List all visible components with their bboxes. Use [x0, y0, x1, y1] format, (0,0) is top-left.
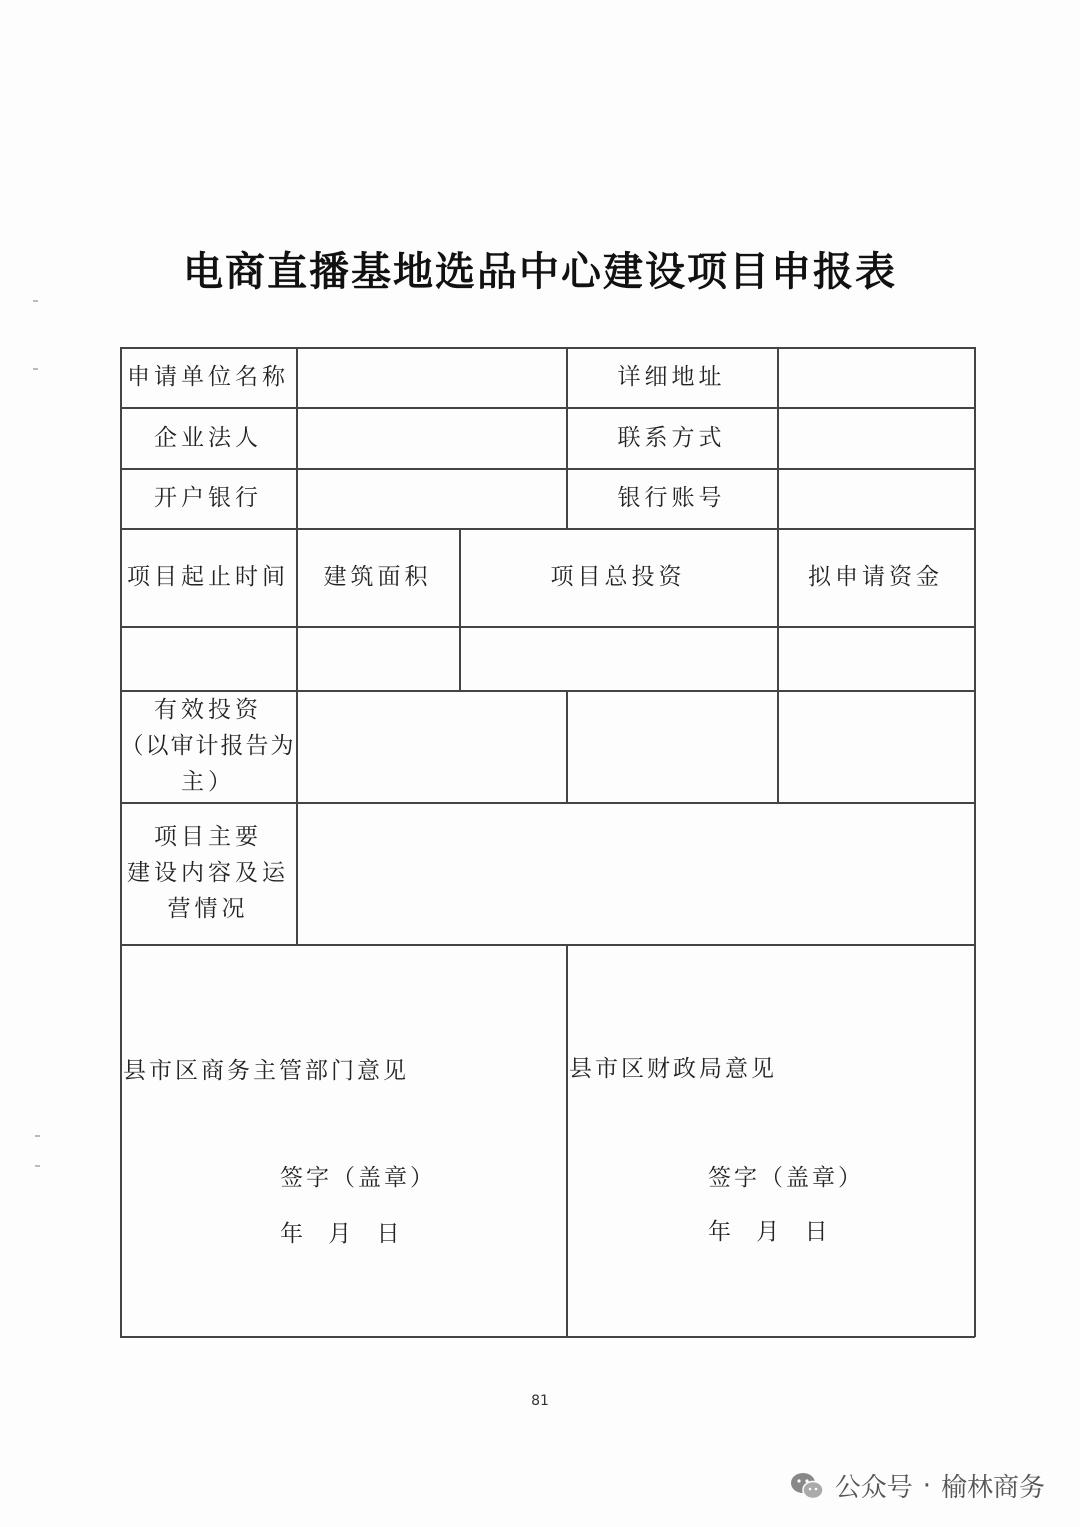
watermark-separator: · [922, 1470, 931, 1501]
total-investment-field[interactable] [459, 626, 777, 690]
finance-signature-label: 签字（盖章） [708, 1165, 864, 1191]
effective-investment-line-2: （以审计报告为 [120, 733, 296, 759]
address-label: 详细地址 [617, 364, 726, 390]
funds-requested-label: 拟申请资金 [808, 564, 943, 590]
project-period-field[interactable] [120, 626, 296, 690]
effective-investment-line-3: 主） [181, 769, 235, 795]
commerce-signature-label: 签字（盖章） [280, 1165, 436, 1191]
commerce-date-label: 年 月 日 [280, 1221, 400, 1247]
applicant-name-label: 申请单位名称 [127, 364, 289, 390]
main-content-line-1: 项目主要 [154, 824, 262, 850]
address-field[interactable] [777, 347, 974, 407]
bank-field[interactable] [296, 468, 566, 528]
project-period-label: 项目起止时间 [127, 564, 289, 590]
main-content-line-2: 建设内容及运 [127, 860, 289, 886]
main-content-label [120, 802, 296, 944]
bank-label: 开户银行 [154, 485, 262, 511]
finance-opinion-title: 县市区财政局意见 [569, 1056, 777, 1082]
watermark-source: 公众号 [834, 1473, 913, 1503]
page-number: 81 [531, 1393, 549, 1409]
applicant-name-field[interactable] [296, 347, 566, 407]
contact-label: 联系方式 [617, 424, 726, 451]
application-form [120, 347, 975, 1337]
building-area-label: 建筑面积 [323, 564, 432, 590]
main-content-line-3: 营情况 [167, 896, 249, 922]
commerce-opinion-title: 县市区商务主管部门意见 [123, 1058, 409, 1084]
account-label: 银行账号 [617, 485, 726, 511]
account-field[interactable] [777, 468, 974, 528]
effective-investment-field-3[interactable] [777, 690, 974, 802]
contact-field[interactable] [777, 407, 974, 468]
watermark-account: 榆林商务 [940, 1473, 1045, 1503]
effective-investment-field-2[interactable] [566, 690, 777, 802]
effective-investment-line-1: 有效投资 [154, 697, 262, 723]
main-content-field[interactable] [296, 802, 974, 944]
effective-investment-label [120, 690, 296, 802]
finance-date-label: 年 月 日 [708, 1219, 828, 1245]
legal-person-field[interactable] [296, 407, 566, 468]
building-area-field[interactable] [296, 626, 459, 690]
wechat-icon [789, 1471, 825, 1501]
total-investment-label: 项目总投资 [550, 564, 686, 590]
funds-requested-field[interactable] [777, 626, 974, 690]
watermark [789, 1467, 1045, 1504]
legal-person-label: 企业法人 [154, 424, 262, 451]
form-title: 电商直播基地选品中心建设项目申报表 [183, 248, 897, 295]
effective-investment-field-1[interactable] [296, 690, 566, 802]
